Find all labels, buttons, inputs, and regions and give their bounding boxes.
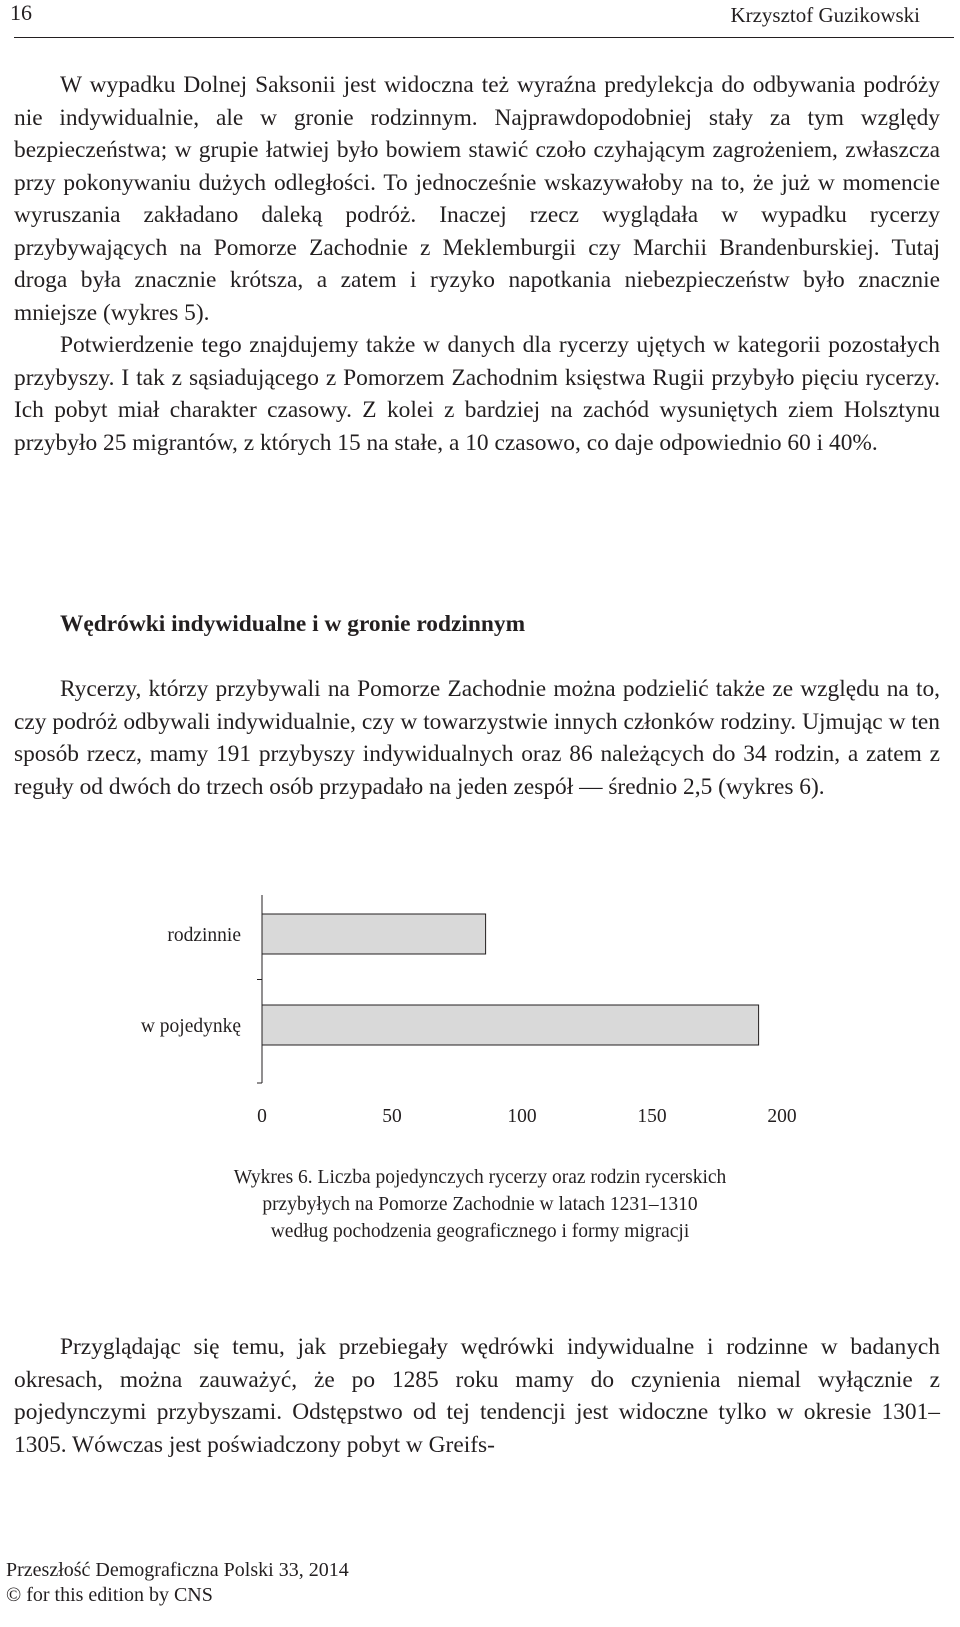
header-rule bbox=[14, 37, 954, 38]
footer bbox=[6, 1558, 349, 1608]
caption-line-1: Wykres 6. Liczba pojedynczych rycerzy oraz rodzin rycerskich bbox=[233, 1167, 727, 1188]
page-number: 16 bbox=[10, 0, 32, 25]
body-text-block-1 bbox=[14, 69, 940, 459]
bar-chart bbox=[0, 895, 960, 1150]
figure-caption bbox=[160, 1164, 800, 1245]
bar-rodzinnie bbox=[262, 914, 486, 954]
bar-w-pojedynke bbox=[262, 1005, 759, 1045]
chart-layer bbox=[141, 895, 797, 1127]
paragraph-1: W wypadku Dolnej Saksonii jest widoczna też wyraźna predylekcja do odbywania podróży nie indywidualnie, ale w gronie rodzinnym. Najprawdopodobniej stały za tym względy bezpieczeństwa; w grupie łatwiej było bowiem stawić czoło czyhającym zagrożeniem, zwłaszcza przy pokonywaniu dużych odległości. To jednocześnie wskazywałoby na to, że już w momencie wyruszania zakładano daleką podróż. Inaczej rzecz wyglądała w wypadku rycerzy przybywających na Pomorze Zachodnie z Meklemburgii czy Marchii Brandenburskiej. Tutaj droga była znacznie krótsza, a zatem i ryzyko napotkania niebezpieczeństw było znacznie mniejsze (wykres 5). bbox=[14, 72, 940, 326]
running-head-author: Krzysztof Guzikowski bbox=[730, 3, 920, 27]
paragraph-1b: Potwierdzenie tego znajdujemy także w danych dla rycerzy ujętych w kategorii pozostałych przybyszy. I tak z sąsiadującego z Pomorzem Zachodnim księstwa Rugii przybyło pięciu rycerzy. Ich pobyt miał charakter czasowy. Z kolei z bardziej na zachód wysuniętych ziem Holsztynu przybyło 25 migrantów, z których 15 na stałe, a 10 czasowo, co daje odpowiednio 60 i 40%. bbox=[14, 332, 940, 456]
x-tick-label-0: 0 bbox=[257, 1106, 267, 1127]
x-tick-label-150: 150 bbox=[637, 1106, 667, 1127]
x-tick-label-100: 100 bbox=[507, 1106, 537, 1127]
section-heading: Wędrówki indywidualne i w gronie rodzinnym bbox=[60, 611, 526, 637]
category-label-0: rodzinnie bbox=[167, 925, 241, 946]
category-label-1: w pojedynkę bbox=[140, 1016, 241, 1037]
x-tick-label-200: 200 bbox=[767, 1106, 797, 1127]
x-tick-label-50: 50 bbox=[382, 1106, 402, 1127]
footer-journal: Przeszłość Demograficzna Polski 33, 2014 bbox=[6, 1559, 349, 1581]
caption-line-3: według pochodzenia geograficznego i formy migracji bbox=[270, 1221, 690, 1242]
paragraph-3: Przyglądając się temu, jak przebiegały wędrówki indywidualne i rodzinne w badanych okresach, można zauważyć, że po 1285 roku mamy do czynienia niemal wyłącznie z pojedynczymi przybyszami. Odstępstwo od tej tendencji jest widoczne tylko w okresie 1301–1305. Wówczas jest poświadczony pobyt w Greifs- bbox=[14, 1334, 940, 1458]
footer-copyright: © for this edition by CNS bbox=[6, 1584, 213, 1606]
caption-line-2: przybyłych na Pomorze Zachodnie w latach 1231–1310 bbox=[262, 1194, 698, 1215]
paragraph-2: Rycerzy, którzy przybywali na Pomorze Zachodnie można podzielić także ze względu na to, czy podróż odbywali indywidualnie, czy w towarzystwie innych członków rodziny. Ujmując w ten sposób rzecz, mamy 191 przybyszy indywidualnych oraz 86 należących do 34 rodzin, a zatem z reguły od dwóch do trzech osób przypadało na jeden zespół — średnio 2,5 (wykres 6). bbox=[14, 676, 940, 800]
